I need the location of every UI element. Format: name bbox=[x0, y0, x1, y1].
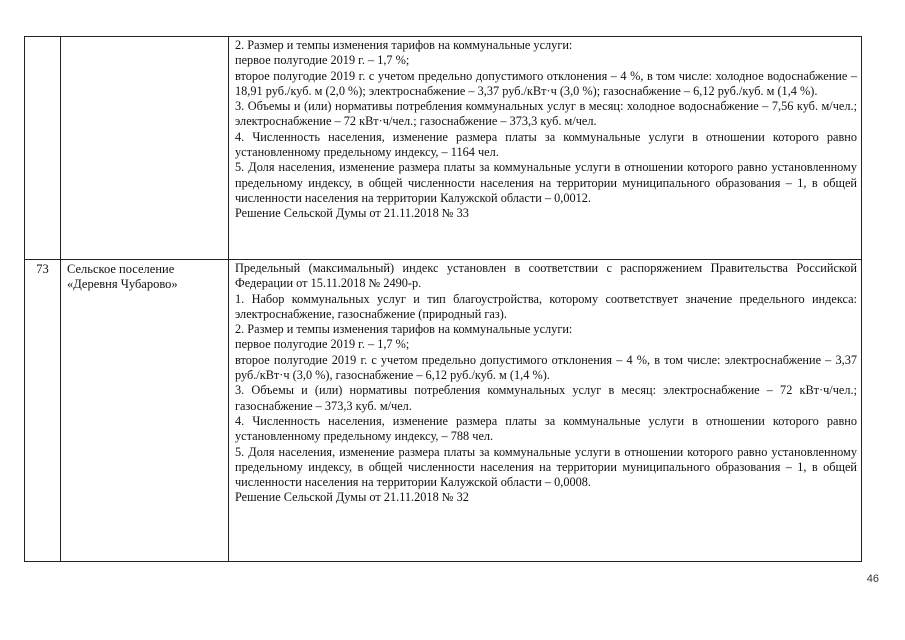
settlement-name-cell: Сельское поселение «Деревня Чубарово» bbox=[67, 262, 178, 291]
decision-reference: Решение Сельской Думы от 21.11.2018 № 32 bbox=[235, 490, 469, 505]
page-number: 46 bbox=[866, 573, 879, 585]
document-table bbox=[24, 36, 862, 562]
content-paragraph: 4. Численность населения, изменение размера платы за коммунальные услуги в отношении которого равно установленному предельному индексу, – 1164 чел. bbox=[235, 129, 857, 160]
content-paragraph: 3. Объемы и (или) нормативы потребления коммунальных услуг в месяц: электроснабжение – 72 кВт·ч/чел.; газоснабжение – 373,3 куб. м/чел. bbox=[235, 383, 857, 413]
content-paragraph: первое полугодие 2019 г. – 1,7 %; bbox=[235, 337, 410, 352]
content-paragraph: второе полугодие 2019 г. с учетом предельно допустимого отклонения – 4 %, в том числе: электроснабжение – 3,37 руб./кВт·ч (3,0 %), газоснабжение – 6,12 руб./куб. м (1,4 %). bbox=[235, 352, 857, 383]
content-paragraph: 4. Численность населения, изменение размера платы за коммунальные услуги в отношении которого равно установленному предельному индексу, – 788 чел. bbox=[235, 413, 857, 444]
content-paragraph: второе полугодие 2019 г. с учетом предельно допустимого отклонения – 4 %, в том числе: холодное водоснабжение – 18,91 руб./куб. м (2,0 %); электроснабжение – 3,37 руб./кВт·ч (3,0 %); газоснабжение – 6,12 руб./куб. м (1,4 %). bbox=[235, 68, 857, 98]
column-divider bbox=[60, 37, 61, 259]
content-paragraph: 2. Размер и темпы изменения тарифов на коммунальные услуги: bbox=[235, 38, 573, 52]
column-divider bbox=[60, 260, 61, 561]
table-row-73 bbox=[25, 260, 861, 561]
row-number-cell: 73 bbox=[36, 262, 49, 276]
content-cell bbox=[235, 38, 857, 222]
content-paragraph: 2. Размер и темпы изменения тарифов на коммунальные услуги: bbox=[235, 322, 573, 337]
content-paragraph: 1. Набор коммунальных услуг и тип благоустройства, которому соответствует значение предельного индекса: электроснабжение, газоснабжение (природный газ). bbox=[235, 291, 857, 321]
content-paragraph: 3. Объемы и (или) нормативы потребления коммунальных услуг в месяц: холодное водоснабжение – 7,56 куб. м/чел.; электроснабжение – 72 кВт·ч/чел.; газоснабжение – 373,3 куб. м/чел. bbox=[235, 99, 857, 129]
content-paragraph: Предельный (максимальный) индекс установлен в соответствии с распоряжением Правительства Российской Федерации от 15.11.2018 № 2490-р. bbox=[235, 261, 857, 291]
table-row-continuation bbox=[25, 37, 861, 260]
decision-reference: Решение Сельской Думы от 21.11.2018 № 33 bbox=[235, 206, 469, 221]
content-cell bbox=[235, 261, 857, 506]
content-paragraph: первое полугодие 2019 г. – 1,7 %; bbox=[235, 53, 410, 68]
column-divider bbox=[228, 37, 229, 259]
content-paragraph: 5. Доля населения, изменение размера платы за коммунальные услуги в отношении которого равно установленному предельному индексу, в общей численности населения на территории муниципального образования – 1, в общей численности населения на территории Калужской области – 0,0012. bbox=[235, 160, 857, 205]
content-paragraph: 5. Доля населения, изменение размера платы за коммунальные услуги в отношении которого равно установленному предельному индексу, в общей численности населения на территории муниципального образования – 1, в общей численности населения на территории Калужской области – 0,0008. bbox=[235, 444, 857, 490]
column-divider bbox=[228, 260, 229, 561]
